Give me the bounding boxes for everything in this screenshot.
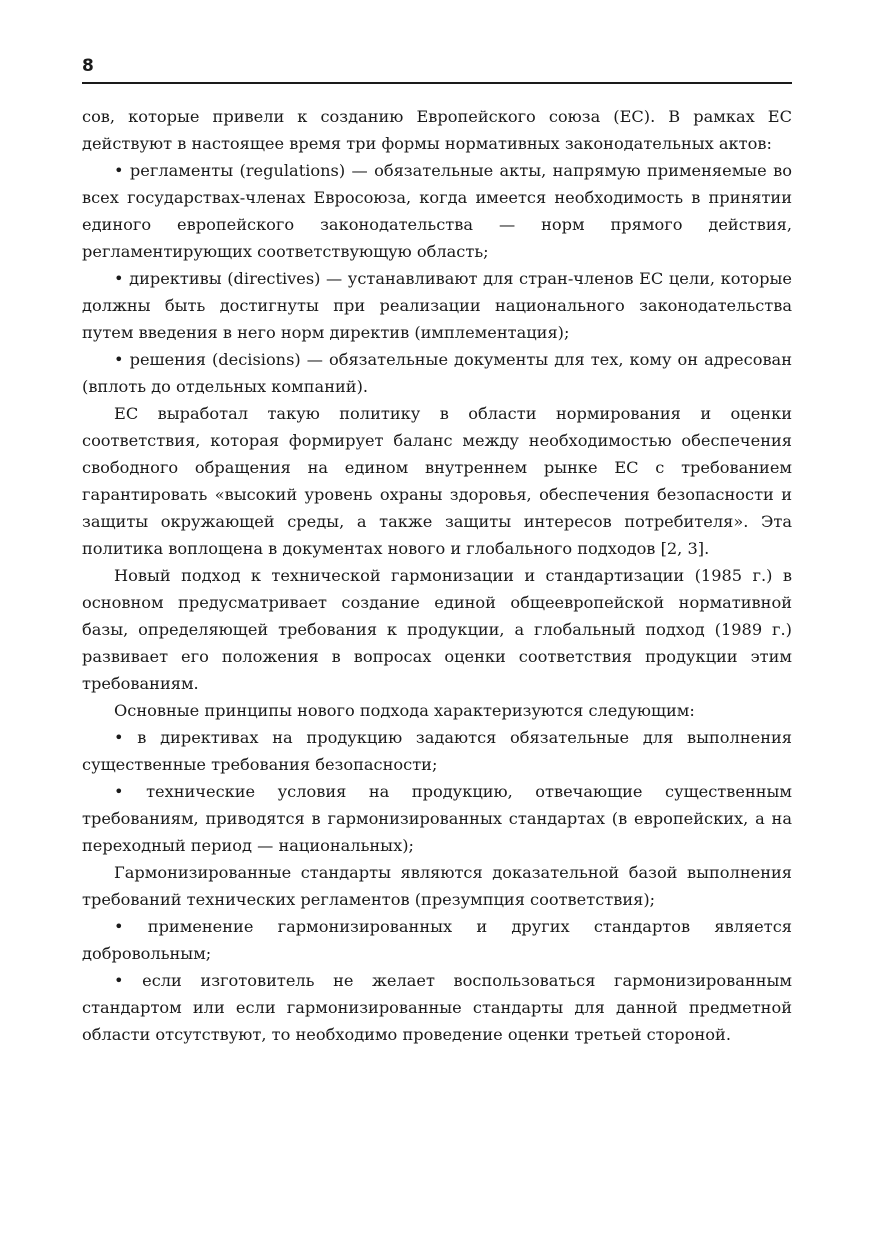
bullet-item-directives: • директивы (directives) — устанавливают для стран-членов ЕС цели, которые должны быть достигнуты при реализации национального законодательства путем введения в него норм директив (имплементация); [82, 265, 792, 346]
text-body [82, 103, 792, 1048]
paragraph-new-approach: Новый подход к технической гармонизации и стандартизации (1985 г.) в основном предусматривает создание единой общеевропейской нормативной базы, определяющей требования к продукции, а глобальный подход (1989 г.) развивает его положения в вопросах оценки соответствия продукции этим требованиям. [82, 566, 792, 693]
paragraph-principles-intro: Основные принципы нового подхода характеризуются следующим: [114, 701, 695, 720]
bullet-item-decisions: • решения (decisions) — обязательные документы для тех, кому он адресован (вплоть до отдельных компаний). [82, 346, 792, 400]
paragraph-eu-policy: ЕС выработал такую политику в области нормирования и оценки соответствия, которая формирует баланс между необходимостью обеспечения свободного обращения на едином внутреннем рынке ЕС с требованием гарантировать «высокий уровень охраны здоровья, обеспечения безопасности и защиты окружающей среды, а также защиты интересов потребителя». Эта политика воплощена в документах нового и глобального подходов [2, 3]. [82, 404, 792, 558]
bullet-item-regulations: • регламенты (regulations) — обязательные акты, напрямую применяемые во всех государствах-членах Евросоюза, когда имеется необходимость в принятии единого европейского законодательства — норм прямого действия, регламентирующих соответствующую область; [82, 157, 792, 265]
bullet-item-safety-requirements: • в директивах на продукцию задаются обязательные для выполнения существенные требования безопасности; [82, 724, 792, 778]
bullet-item-third-party-assessment: • если изготовитель не желает воспользоваться гармонизированным стандартом или если гармонизированные стандарты для данной предметной области отсутствуют, то необходимо проведение оценки третьей стороной. [82, 967, 792, 1048]
bullet-item-technical-conditions: • технические условия на продукцию, отвечающие существенным требованиям, приводятся в гармонизированных стандартах (в европейских, а на переходный период — национальных); [82, 778, 792, 859]
page-header [82, 52, 792, 84]
paragraph-harmonized-standards: Гармонизированные стандарты являются доказательной базой выполнения требований технических регламентов (презумпция соответствия); [82, 863, 792, 909]
paragraph-continuation: сов, которые привели к созданию Европейского союза (ЕС). В рамках ЕС действуют в настоящее время три формы нормативных законодательных актов: [82, 107, 792, 153]
page-number: 8 [82, 56, 94, 76]
bullet-item-voluntary-use: • применение гармонизированных и других стандартов является добровольным; [82, 913, 792, 967]
